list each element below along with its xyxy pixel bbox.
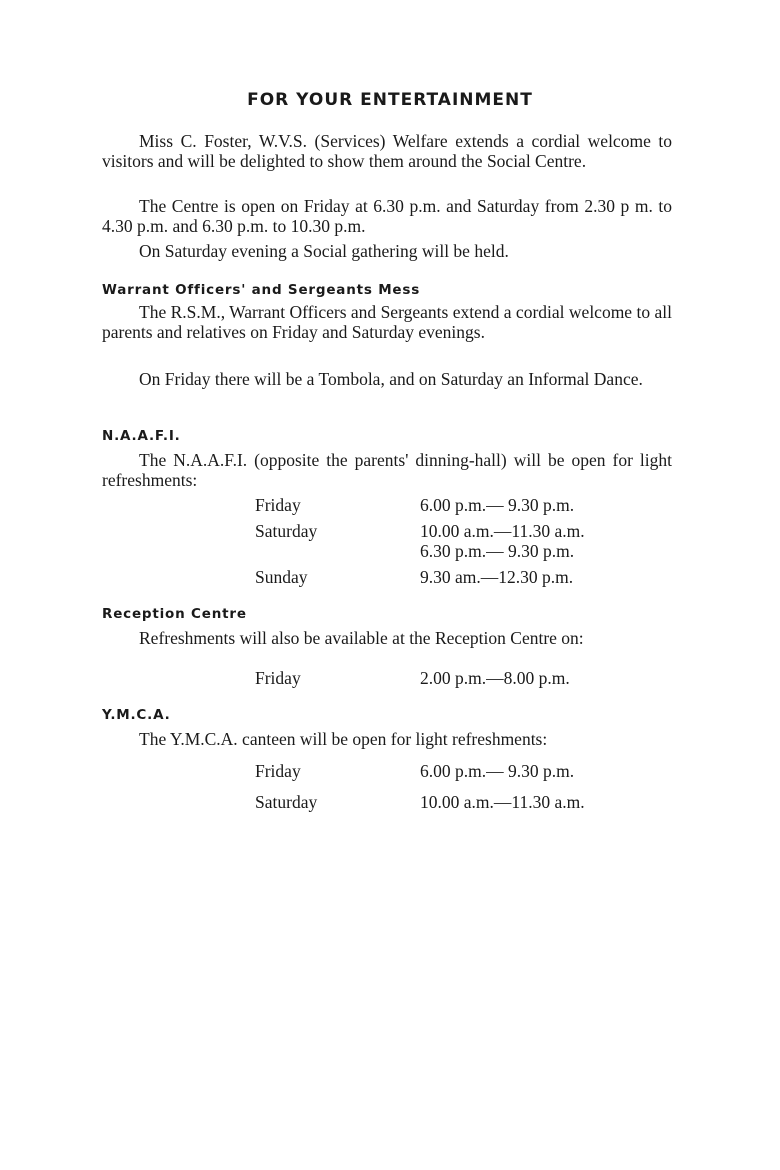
naafi-time-saturday-evening: 6.30 p.m.— 9.30 p.m. [420,541,575,561]
page-title: FOR YOUR ENTERTAINMENT [247,90,533,110]
ymca-heading: Y.M.C.A. [102,707,171,723]
mess-heading: Warrant Officers' and Sergeants Mess [102,282,421,298]
naafi-day-friday: Friday [255,495,301,515]
naafi-time-saturday-morning: 10.00 a.m.—11.30 a.m. [420,521,585,541]
mess-paragraph-1: The R.S.M., Warrant Officers and Sergeants extend a cordial welcome to all parents and relatives on Friday and Saturday evenings. [102,302,672,342]
mess-paragraph-2: On Friday there will be a Tombola, and on Saturday an Informal Dance. [139,369,643,389]
ymca-day-saturday: Saturday [255,792,318,812]
reception-heading: Reception Centre [102,606,247,622]
ymca-day-friday: Friday [255,761,301,781]
ymca-time-friday: 6.00 p.m.— 9.30 p.m. [420,761,575,781]
intro-paragraph-3: On Saturday evening a Social gathering will be held. [139,241,509,261]
naafi-heading: N.A.A.F.I. [102,428,181,444]
naafi-time-sunday: 9.30 am.—12.30 p.m. [420,567,574,587]
ymca-paragraph-1: The Y.M.C.A. canteen will be open for light refreshments: [139,729,548,749]
intro-paragraph-1: Miss C. Foster, W.V.S. (Services) Welfare extends a cordial welcome to visitors and will be delighted to show them around the Social Centre. [102,131,672,171]
intro-paragraph-2: The Centre is open on Friday at 6.30 p.m. and Saturday from 2.30 p m. to 4.30 p.m. and 6.30 p.m. to 10.30 p.m. [102,196,672,236]
ymca-time-saturday: 10.00 a.m.—11.30 a.m. [420,792,585,812]
reception-paragraph-1: Refreshments will also be available at the Reception Centre on: [139,628,584,648]
reception-time-friday: 2.00 p.m.—8.00 p.m. [420,668,570,688]
naafi-time-friday: 6.00 p.m.— 9.30 p.m. [420,495,575,515]
naafi-day-saturday: Saturday [255,521,318,541]
naafi-day-sunday: Sunday [255,567,308,587]
reception-day-friday: Friday [255,668,301,688]
naafi-paragraph-1: The N.A.A.F.I. (opposite the parents' dinning-hall) will be open for light refreshments: [102,450,672,490]
